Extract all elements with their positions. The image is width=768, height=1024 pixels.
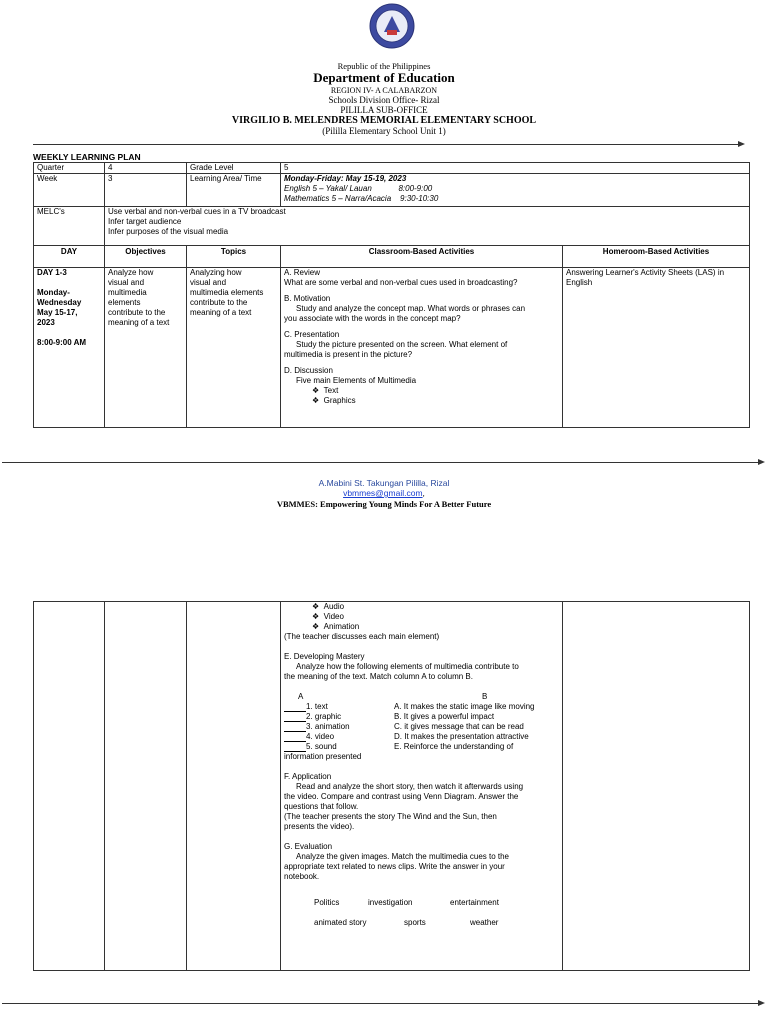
evaluation-title: G. Evaluation xyxy=(284,842,333,851)
page2-footer-divider-arrow xyxy=(758,1000,765,1006)
diamond-bullet-icon: ❖ xyxy=(312,396,320,405)
melc-content xyxy=(105,207,750,246)
column-b-header: B xyxy=(482,692,488,701)
header-school-name: VIRGILIO B. MELENDRES MEMORIAL ELEMENTARY SCHOOL xyxy=(231,115,537,126)
plan-title: WEEKLY LEARNING PLAN xyxy=(33,152,141,162)
header-region: REGION IV- A CALABARZON xyxy=(330,86,438,95)
topics-cell xyxy=(187,268,281,428)
melc-row xyxy=(34,207,750,246)
week-row xyxy=(34,174,750,207)
quarter-label: Quarter xyxy=(34,163,105,174)
match-item: 5. sound E. Reinforce the understanding of xyxy=(284,742,559,752)
application-text: presents the video). xyxy=(284,822,355,831)
objective-line: Analyze how xyxy=(108,268,154,277)
topic-line: multimedia elements xyxy=(190,288,264,297)
day-row-page2 xyxy=(34,602,750,971)
footer-address: A.Mabini St. Takungan Pililla, Rizal xyxy=(318,478,450,488)
choice-word: animated story xyxy=(314,918,367,927)
review-question: What are some verbal and non-verbal cues used in broadcasting? xyxy=(284,278,518,287)
topic-line: contribute to the xyxy=(190,298,248,307)
discussion-text: Five main Elements of Multimedia xyxy=(296,376,417,385)
header-division: Schools Division Office- Rizal xyxy=(328,95,440,105)
objective-line: visual and xyxy=(108,278,145,287)
choices-row xyxy=(284,918,559,928)
objective-line: meaning of a text xyxy=(108,318,170,327)
mastery-text: Analyze how the following elements of multimedia contribute to xyxy=(296,662,519,671)
diamond-bullet-icon: ❖ xyxy=(312,602,320,611)
objectives-cell-continued xyxy=(105,602,187,971)
presentation-title: C. Presentation xyxy=(284,330,340,339)
match-item: 4. video D. It makes the presentation attractive xyxy=(284,732,559,742)
col-day: DAY xyxy=(34,246,105,268)
element-item: ❖ Text xyxy=(312,386,339,395)
homeroom-cell: Answering Learner's Activity Sheets (LAS) in English xyxy=(563,268,750,428)
schedule-math: Mathematics 5 – Narra/Acacia 9:30-10:30 xyxy=(284,194,439,203)
quarter-row xyxy=(34,163,750,174)
col-classroom: Classroom-Based Activities xyxy=(281,246,563,268)
topics-cell-continued xyxy=(187,602,281,971)
answer-blank[interactable] xyxy=(284,723,306,732)
evaluation-text: Analyze the given images. Match the multimedia cues to the xyxy=(296,852,509,861)
day-text: Wednesday xyxy=(37,298,82,307)
answer-blank[interactable] xyxy=(284,703,306,712)
footer-email-line xyxy=(0,488,768,498)
col-homeroom: Homeroom-Based Activities xyxy=(563,246,750,268)
topic-line: Analyzing how xyxy=(190,268,242,277)
choice-word: Politics xyxy=(314,898,340,907)
col-topics: Topics xyxy=(187,246,281,268)
day-label: DAY 1-3 xyxy=(37,268,67,277)
application-text: (The teacher presents the story The Wind and the Sun, then xyxy=(284,812,497,821)
week-label: Week xyxy=(34,174,105,207)
choice-word: sports xyxy=(404,918,426,927)
classroom-activities-cell xyxy=(281,268,563,428)
presentation-text: multimedia is present in the picture? xyxy=(284,350,413,359)
application-title: F. Application xyxy=(284,772,332,781)
header-divider xyxy=(33,144,739,145)
footer-email-link[interactable]: vbmmes@gmail.com xyxy=(343,488,423,498)
schedule-days: Monday-Friday: May 15-19, 2023 xyxy=(284,174,407,183)
topic-line: meaning of a text xyxy=(190,308,252,317)
choice-word: weather xyxy=(470,918,499,927)
footer-tagline: VBMMES: Empowering Young Minds For A Better Future xyxy=(276,499,492,509)
element-item: ❖ Video xyxy=(312,612,344,621)
diamond-bullet-icon: ❖ xyxy=(312,622,320,631)
choice-word: investigation xyxy=(368,898,413,907)
match-tail: information presented xyxy=(284,752,362,761)
grade-value: 5 xyxy=(281,163,750,174)
objective-line: contribute to the xyxy=(108,308,166,317)
learning-plan-table-page1 xyxy=(33,162,750,428)
page2-footer-divider xyxy=(2,1003,758,1004)
header-republic: Republic of the Philippines xyxy=(337,61,431,71)
melc-item: Infer target audience xyxy=(108,217,182,226)
match-column-headers xyxy=(284,692,559,702)
diamond-bullet-icon: ❖ xyxy=(312,386,320,395)
diamond-bullet-icon: ❖ xyxy=(312,612,320,621)
discussion-title: D. Discussion xyxy=(284,366,333,375)
mastery-title: E. Developing Mastery xyxy=(284,652,365,661)
match-item: 1. text A. It makes the static image like moving xyxy=(284,702,559,712)
objective-line: elements xyxy=(108,298,141,307)
objectives-cell xyxy=(105,268,187,428)
match-item: 2. graphic B. It gives a powerful impact xyxy=(284,712,559,722)
day-text: 2023 xyxy=(37,318,55,327)
mastery-text: the meaning of the text. Match column A to column B. xyxy=(284,672,473,681)
grade-label: Grade Level xyxy=(187,163,281,174)
schedule-cell xyxy=(281,174,750,207)
footer-divider-arrow xyxy=(758,459,765,465)
evaluation-text: notebook. xyxy=(284,872,320,881)
topic-line: visual and xyxy=(190,278,227,287)
answer-blank[interactable] xyxy=(284,733,306,742)
choices-row xyxy=(284,898,559,908)
motivation-title: B. Motivation xyxy=(284,294,331,303)
melc-item: Use verbal and non-verbal cues in a TV broadcast xyxy=(108,207,286,216)
header-school-unit: (Pililla Elementary School Unit 1) xyxy=(322,126,446,136)
element-item: ❖ Animation xyxy=(312,622,360,631)
element-item: ❖ Audio xyxy=(312,602,345,611)
day-text: May 15-17, xyxy=(37,308,78,317)
objective-line: multimedia xyxy=(108,288,147,297)
quarter-value: 4 xyxy=(105,163,187,174)
answer-blank[interactable] xyxy=(284,743,306,752)
col-objectives: Objectives xyxy=(105,246,187,268)
application-text: questions that follow. xyxy=(284,802,359,811)
motivation-text: Study and analyze the concept map. What words or phrases can xyxy=(296,304,526,313)
answer-blank[interactable] xyxy=(284,713,306,722)
column-header-row xyxy=(34,246,750,268)
melc-item: Infer purposes of the visual media xyxy=(108,227,229,236)
discuss-note: (The teacher discusses each main element) xyxy=(284,632,440,641)
application-text: the video. Compare and contrast using Venn Diagram. Answer the xyxy=(284,792,519,801)
header-department: Department of Education xyxy=(313,70,455,85)
day-cell-continued xyxy=(34,602,105,971)
review-title: A. Review xyxy=(284,268,321,277)
day-time: 8:00-9:00 AM xyxy=(37,338,87,347)
footer-divider xyxy=(2,462,758,463)
header-divider-arrow xyxy=(738,141,745,147)
choice-word: entertainment xyxy=(450,898,499,907)
homeroom-cell-continued xyxy=(563,602,750,971)
presentation-text: Study the picture presented on the screen. What element of xyxy=(296,340,508,349)
melc-label: MELC's xyxy=(34,207,105,246)
day-row-page1 xyxy=(34,268,750,428)
day-text: Monday- xyxy=(37,288,70,297)
week-value: 3 xyxy=(105,174,187,207)
schedule-english: English 5 – Yakal/ Lauan 8:00-9:00 xyxy=(284,184,433,193)
footer-email-suffix: , xyxy=(422,488,425,498)
column-a-header: A xyxy=(298,692,304,701)
header-suboffice: PILILLA SUB-OFFICE xyxy=(340,105,428,115)
evaluation-text: appropriate text related to news clips. Write the answer in your xyxy=(284,862,505,871)
day-cell xyxy=(34,268,105,428)
learning-plan-table-page2 xyxy=(33,601,750,971)
element-item: ❖ Graphics xyxy=(312,396,356,405)
area-label: Learning Area/ Time xyxy=(187,174,281,207)
application-text: Read and analyze the short story, then watch it afterwards using xyxy=(296,782,524,791)
motivation-text: you associate with the words in the concept map? xyxy=(284,314,461,323)
classroom-activities-continued xyxy=(281,602,563,971)
deped-seal-logo xyxy=(368,2,416,50)
match-item: 3. animation C. it gives message that can be read xyxy=(284,722,559,732)
